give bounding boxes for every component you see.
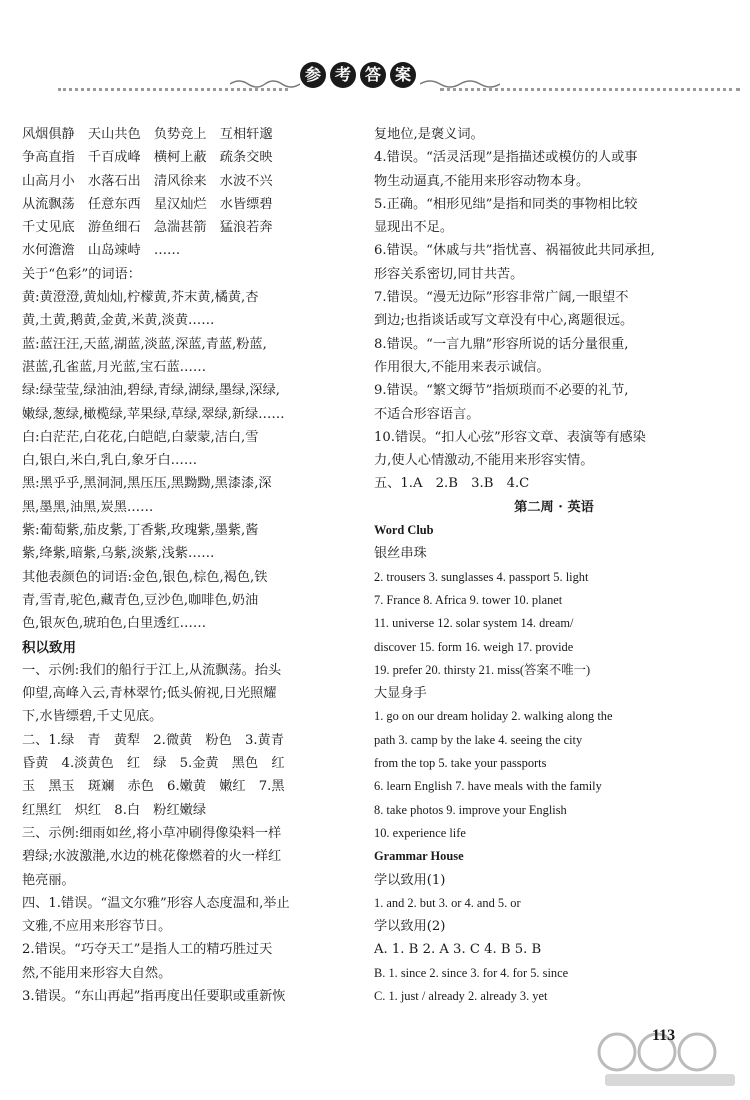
wave-ornament-left: [230, 78, 300, 90]
title-char: 参: [300, 62, 326, 88]
left-line: 黄:黄澄澄,黄灿灿,柠檬黄,芥末黄,橘黄,杏: [22, 290, 259, 306]
left-line: 昏黄 4.淡黄色 红 绿 5.金黄 黑色 红: [22, 756, 285, 772]
left-line: 积以致用: [22, 639, 76, 655]
right-line: 4.错误。“活灵活现”是指描述或模仿的人或事: [374, 150, 638, 166]
right-line: 8.错误。“一言九鼎”形容所说的话分量很重,: [374, 336, 629, 352]
right-line: path 3. camp by the lake 4. seeing the city: [374, 732, 583, 747]
left-line: 四、1.错误。“温文尔雅”形容人态度温和,举止: [22, 895, 290, 911]
left-line: 紫:葡萄紫,茄皮紫,丁香紫,玫瑰紫,墨紫,酱: [22, 523, 259, 539]
right-line: B. 1. since 2. since 3. for 4. for 5. since: [374, 965, 569, 980]
left-line: 色,银灰色,琥珀色,白里透红……: [22, 616, 207, 632]
left-line: 千丈见底 游鱼细石 急湍甚箭 猛浪若奔: [22, 220, 273, 236]
right-line: 6.错误。“休戚与共”指忧喜、祸福彼此共同承担,: [374, 243, 655, 259]
right-line: 学以致用(1): [374, 872, 446, 888]
left-line: 紫,绛紫,暗紫,乌紫,淡紫,浅紫……: [22, 546, 215, 562]
title-char: 案: [390, 62, 416, 88]
header-banner: [0, 60, 750, 120]
left-line: 黑:黑乎乎,黑洞洞,黑压压,黑黝黝,黑漆漆,深: [22, 476, 272, 492]
left-line: 白,银白,米白,乳白,象牙白……: [22, 453, 198, 469]
right-line: Grammar House: [374, 849, 464, 864]
right-line: 10. experience life: [374, 825, 466, 840]
right-line: 第二周 · 英语: [514, 499, 594, 515]
left-line: 湛蓝,孔雀蓝,月光蓝,宝石蓝……: [22, 359, 207, 375]
right-line: 9.错误。“繁文缛节”指烦琐而不必要的礼节,: [374, 383, 629, 399]
left-line: 2.错误。“巧夺天工”是指人工的精巧胜过天: [22, 942, 273, 958]
left-column: [22, 123, 370, 1008]
right-line: 7.错误。“漫无边际”形容非常广阔,一眼望不: [374, 290, 629, 306]
right-line: 6. learn English 7. have meals with the family: [374, 779, 602, 794]
right-line: 7. France 8. Africa 9. tower 10. planet: [374, 592, 563, 607]
right-line: A. 1. B 2. A 3. C 4. B 5. B: [374, 942, 542, 958]
left-line: 山高月小 水落石出 清风徐来 水波不兴: [22, 173, 273, 189]
right-line: 1. go on our dream holiday 2. walking along the: [374, 709, 613, 724]
page-title: [300, 62, 416, 88]
left-line: 玉 黑玉 斑斓 赤色 6.嫩黄 嫩红 7.黑: [22, 779, 285, 795]
left-line: 其他表颜色的词语:金色,银色,棕色,褐色,铁: [22, 569, 268, 585]
right-line: 银丝串珠: [374, 546, 427, 562]
right-line: 力,使人心情激动,不能用来形容实情。: [374, 453, 594, 469]
right-line: 8. take photos 9. improve your English: [374, 802, 567, 817]
right-line: 形容关系密切,同甘共苦。: [374, 266, 524, 282]
right-line: 复地位,是褒义词。: [374, 127, 484, 142]
right-line: 物生动逼真,不能用来形容动物本身。: [374, 173, 590, 189]
right-line: 大显身手: [374, 686, 427, 702]
left-line: 二、1.绿 青 黄犁 2.微黄 粉色 3.黄青: [22, 732, 284, 748]
right-line: 5.正确。“相形见绌”是指和同类的事物相比较: [374, 196, 638, 212]
left-line: 红黑红 炽红 8.白 粉红嫩绿: [22, 802, 207, 818]
left-line: 黄,土黄,鹅黄,金黄,米黄,淡黄……: [22, 313, 215, 329]
title-char: 答: [360, 62, 386, 88]
left-line: 3.错误。“东山再起”指再度出任要职或重新恢: [22, 988, 286, 1004]
left-line: 碧绿;水波激滟,水边的桃花像燃着的火一样红: [22, 849, 282, 865]
right-line: 10.错误。“扣人心弦”形容文章、表演等有感染: [374, 429, 646, 445]
left-line: 黑,墨黑,油黑,炭黑……: [22, 499, 154, 515]
left-line: 嫩绿,葱绿,橄榄绿,苹果绿,草绿,翠绿,新绿……: [22, 406, 285, 422]
left-line: 绿:绿莹莹,绿油油,碧绿,青绿,湖绿,墨绿,深绿,: [22, 383, 280, 399]
left-line: 风烟俱静 天山共色 负势竞上 互相轩邈: [22, 127, 273, 142]
left-line: 白:白茫茫,白花花,白皑皑,白蒙蒙,洁白,雪: [22, 429, 259, 445]
left-line: 然,不能用来形容大自然。: [22, 965, 172, 981]
left-line: 青,雪青,驼色,藏青色,豆沙色,咖啡色,奶油: [22, 592, 259, 608]
left-line: 下,水皆缥碧,千丈见底。: [22, 709, 163, 725]
right-line: 到边;也指谈话或写文章没有中心,离题很远。: [374, 313, 634, 329]
right-line: discover 15. form 16. weigh 17. provide: [374, 639, 574, 654]
left-line: 水何澹澹 山岛竦峙 ……: [22, 243, 181, 259]
right-line: 11. universe 12. solar system 14. dream/: [374, 616, 574, 631]
left-line: 蓝:蓝汪汪,天蓝,湖蓝,淡蓝,深蓝,青蓝,粉蓝,: [22, 336, 267, 352]
right-line: C. 1. just / already 2. already 3. yet: [374, 988, 548, 1003]
title-char: 考: [330, 62, 356, 88]
right-line: 显现出不足。: [374, 220, 454, 236]
dotted-rule-right: [440, 88, 740, 91]
right-column: [374, 123, 734, 1008]
right-line: 1. and 2. but 3. or 4. and 5. or: [374, 895, 521, 910]
right-line: 19. prefer 20. thirsty 21. miss(答案不唯一): [374, 662, 591, 677]
left-line: 争高直指 千百成峰 横柯上蔽 疏条交映: [22, 150, 273, 166]
left-line: 文雅,不应用来形容节日。: [22, 919, 172, 935]
left-line: 仰望,高峰入云,青林翠竹;低头俯视,日光照耀: [22, 686, 277, 702]
right-line: 学以致用(2): [374, 919, 446, 935]
right-line: 五、1.A 2.B 3.B 4.C: [374, 476, 530, 492]
left-line: 三、示例:细雨如丝,将小草冲刷得像染料一样: [22, 825, 282, 841]
right-line: Word Club: [374, 523, 434, 538]
right-line: 2. trousers 3. sunglasses 4. passport 5. light: [374, 569, 589, 584]
page-number: 113: [652, 1027, 676, 1044]
left-line: 从流飘荡 任意东西 星汉灿烂 水皆缥碧: [22, 196, 273, 212]
left-line: 关于“色彩”的词语：: [22, 266, 141, 282]
right-line: 不适合形容语言。: [374, 406, 480, 422]
left-line: 艳亮丽。: [22, 872, 75, 888]
right-line: from the top 5. take your passports: [374, 756, 547, 771]
right-line: 作用很大,不能用来表示诚信。: [374, 359, 550, 375]
left-line: 一、示例:我们的船行于江上,从流飘荡。抬头: [22, 662, 282, 678]
